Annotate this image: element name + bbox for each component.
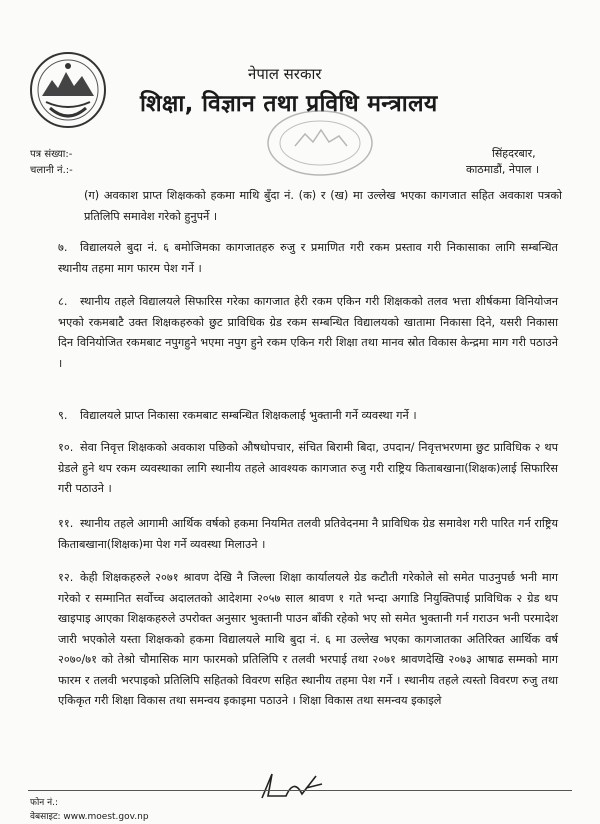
paragraph-number: १०.	[58, 441, 74, 454]
paragraph-text: केही शिक्षकहरुले २०७१ श्रावण देखि नै जिल्ला शिक्षा कार्यालयले ग्रेड कटौती गरेकोले सो समेत पाउनुपर्छ भनी माग गरेको र सम्मानित सर्वोच्च अदालतको आदेशमा २०५७ साल श्रावण १ गते भन्दा अगाडि नियुक्तिपाई प्राविधिक २ ग्रेड थप खाइपाइ आएका शिक्षकहरुले उपरोक्त अनुसार भुक्तानी पाउन बाँकी रहेको भए सो समेत भुक्तानी गर्न गराउन भनी परमादेश जारी भएकोले यस्ता शिक्षकको हकमा विद्यालयले माथि बुदा नं. ६ मा उल्लेख भएका कागजातका अतिरिक्त आर्थिक वर्ष २०७०/७१ को तेश्रो चौमासिक माग फारमको प्रतिलिपि र तलवी भरपाई तथा २०७१ श्रावणदेखि २०७३ आषाढ सम्मको माग फारम र तलवी भरपाइको प्रतिलिपि सहितको विवरण सहित स्थानीय तहमा पेश गर्ने । स्थानीय तहले त्यस्तो विवरण रुजु तथा एकिकृत गरी शिक्षा विकास तथा समन्वय इकाइमा पठाउने । शिक्षा विकास तथा समन्वय इकाइले	[58, 571, 558, 707]
paragraph-number: ८.	[58, 295, 68, 308]
dispatch-number-label: चलानी नं.:-	[30, 165, 73, 176]
office-stamp-icon	[265, 108, 375, 178]
paragraph-item	[84, 186, 562, 227]
handwritten-signature-icon	[258, 770, 328, 802]
paragraph-item	[58, 238, 558, 279]
office-location: काठमाडौं, नेपाल ।	[466, 163, 540, 176]
paragraph-text: (ग) अवकाश प्राप्त शिक्षकको हकमा माथि बुँदा नं. (क) र (ख) मा उल्लेख भएका कागजात सहित अवकाश पत्रको प्रतिलिपि समावेश गरेको हुनुपर्ने ।	[84, 189, 562, 223]
footer-phone: फोन नं.:	[30, 798, 59, 808]
paragraph-number: ७.	[58, 241, 68, 254]
paragraph-item	[58, 568, 558, 712]
paragraph-text: स्थानीय तहले आगामी आर्थिक वर्षको हकमा नियमित तलवी प्रतिवेदनमा नै प्राविधिक ग्रेड समावेश गरी पारित गर्न राष्ट्रिय किताबखाना(शिक्षक)मा पेश गर्ने व्यवस्था मिलाउने ।	[58, 517, 558, 551]
paragraph-number: ११.	[58, 517, 74, 530]
paragraph-item	[58, 406, 558, 427]
paragraph-text: विद्यालयले बुदा नं. ६ बमोजिमका कागजातहरु रुजु र प्रमाणित गरी रकम प्रस्ताव गरी निकासाका लागि सम्बन्धित स्थानीय तहमा माग फारम पेश गर्ने ।	[58, 241, 558, 275]
paragraph-text: सेवा निवृत्त शिक्षकको अवकाश पछिको औषधोपचार, संचित बिरामी बिदा, उपदान/ निवृत्तभरणमा छुट प्राविधिक २ थप ग्रेडले हुने थप रकम व्यवस्थाका लागि स्थानीय तहले आवश्यक कागजात रुजु गरी राष्ट्रिय किताबखाना(शिक्षक)लाई सिफारिस गरी पठाउने ।	[58, 441, 558, 495]
paragraph-item	[58, 514, 558, 555]
paragraph-item	[58, 292, 558, 374]
ministry-title: शिक्षा, विज्ञान तथा प्रविधि मन्त्रालय	[140, 91, 438, 117]
footer-divider	[28, 790, 572, 791]
paragraph-number: ९.	[58, 409, 68, 422]
footer-website: वेबसाइट: www.moest.gov.np	[30, 812, 149, 822]
paragraph-text: स्थानीय तहले विद्यालयले सिफारिस गरेका कागजात हेरी रकम एकिन गरी शिक्षकको तलव भत्ता शीर्षकमा विनियोजन भएको रकमबाटै उक्त शिक्षकहरुको छुट प्राविधिक ग्रेड रकम सम्बन्धित विद्यालयको खातामा निकासा दिने, यसरी निकासा दिन विनियोजित रकमबाट नपुगहुने भएमा नपुग हुने रकम एकिन गरी शिक्षा तथा मानव स्रोत विकास केन्द्रमा माग गरी पठाउने ।	[58, 295, 558, 370]
nepal-emblem-icon	[28, 50, 108, 130]
paragraph-item	[58, 438, 558, 500]
office-address: सिंहदरबार,	[492, 147, 536, 160]
paragraph-text: विद्यालयले प्राप्त निकासा रकमबाट सम्बन्धित शिक्षकलाई भुक्तानी गर्ने व्यवस्था गर्ने ।	[80, 409, 417, 422]
letter-number-label: पत्र संख्या:-	[30, 149, 73, 160]
government-name: नेपाल सरकार	[248, 65, 322, 83]
paragraph-number: १२.	[58, 571, 74, 584]
